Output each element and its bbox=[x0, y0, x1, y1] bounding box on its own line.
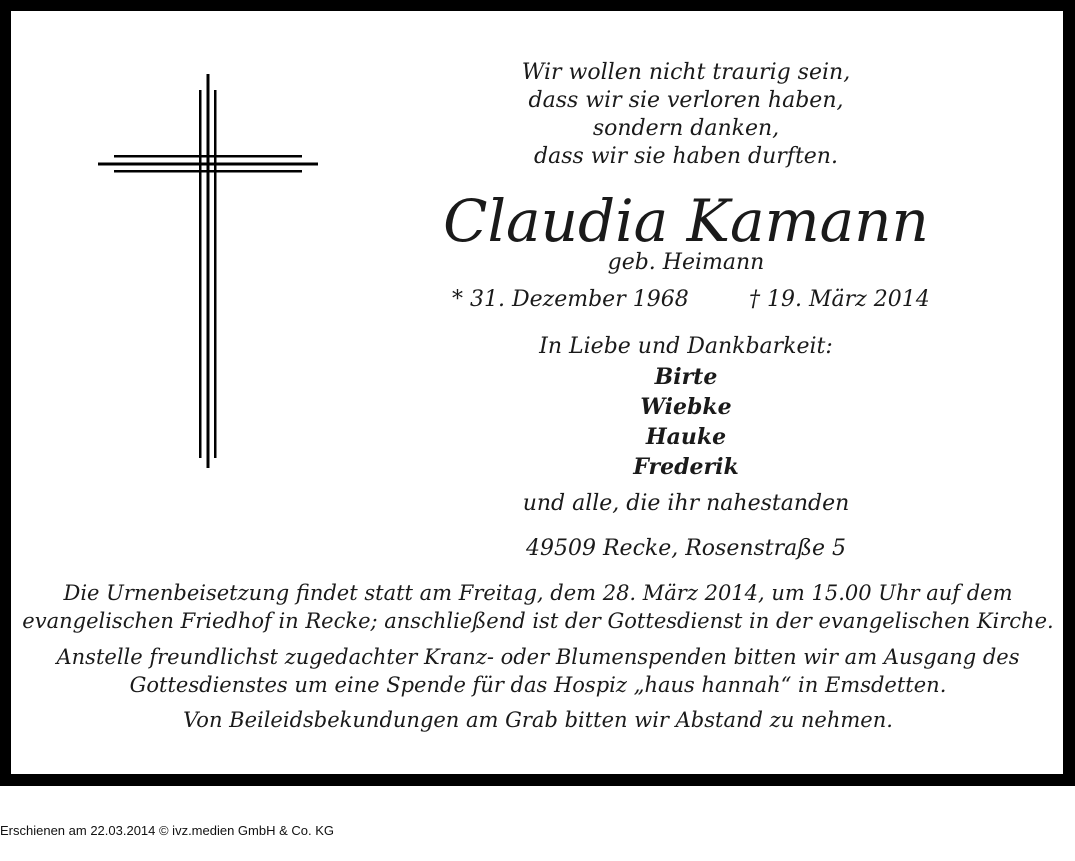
cross-vertical-right-line bbox=[214, 90, 217, 458]
cross-vertical-left-line bbox=[199, 90, 202, 458]
publication-footer: Erschienen am 22.03.2014 © ivz.medien GmbH & Co. KG bbox=[0, 823, 335, 838]
poem-line: dass wir sie verloren haben, bbox=[528, 88, 844, 113]
family-address: 49509 Recke, Rosenstraße 5 bbox=[526, 536, 846, 561]
poem-line: sondern danken, bbox=[592, 116, 780, 141]
paragraph-line: Von Beileidsbekundungen am Grab bitten wir Abstand zu nehmen. bbox=[183, 708, 893, 732]
paragraph-line: Die Urnenbeisetzung findet statt am Freitag, dem 28. März 2014, um 15.00 Uhr auf dem bbox=[63, 581, 1013, 605]
family-member: Birte bbox=[654, 364, 718, 390]
memorial-poem bbox=[456, 59, 916, 171]
donation-paragraph bbox=[18, 643, 1058, 699]
death-date: † 19. März 2014 bbox=[749, 287, 930, 312]
deceased-name: Claudia Kamann bbox=[443, 187, 929, 255]
poem-line: dass wir sie haben durften. bbox=[534, 144, 838, 169]
mourners-line: und alle, die ihr nahestanden bbox=[522, 491, 850, 516]
family-member: Hauke bbox=[645, 424, 727, 450]
cross-icon bbox=[98, 74, 318, 468]
family-list bbox=[536, 362, 836, 482]
maiden-name: geb. Heimann bbox=[607, 250, 765, 275]
burial-info-paragraph bbox=[18, 579, 1058, 635]
poem-line: Wir wollen nicht traurig sein, bbox=[521, 60, 851, 85]
paragraph-line: Anstelle freundlichst zugedachter Kranz- oder Blumenspenden bitten wir am Ausgang des bbox=[56, 645, 1020, 669]
birth-date: * 31. Dezember 1968 bbox=[452, 287, 689, 312]
condolence-paragraph bbox=[18, 706, 1058, 734]
cross-horizontal-bottom-line bbox=[114, 170, 302, 173]
family-member: Wiebke bbox=[640, 394, 732, 420]
cross-horizontal-center-line bbox=[98, 163, 318, 166]
cross-horizontal-top-line bbox=[114, 155, 302, 158]
cross-vertical-center-line bbox=[207, 74, 210, 468]
paragraph-line: Gottesdienstes um eine Spende für das Hospiz „haus hannah“ in Emsdetten. bbox=[129, 673, 947, 697]
family-member: Frederik bbox=[633, 454, 739, 480]
dedication-line: In Liebe und Dankbarkeit: bbox=[539, 334, 833, 359]
paragraph-line: evangelischen Friedhof in Recke; anschließend ist der Gottesdienst in der evangelischen Kirche. bbox=[22, 609, 1054, 633]
